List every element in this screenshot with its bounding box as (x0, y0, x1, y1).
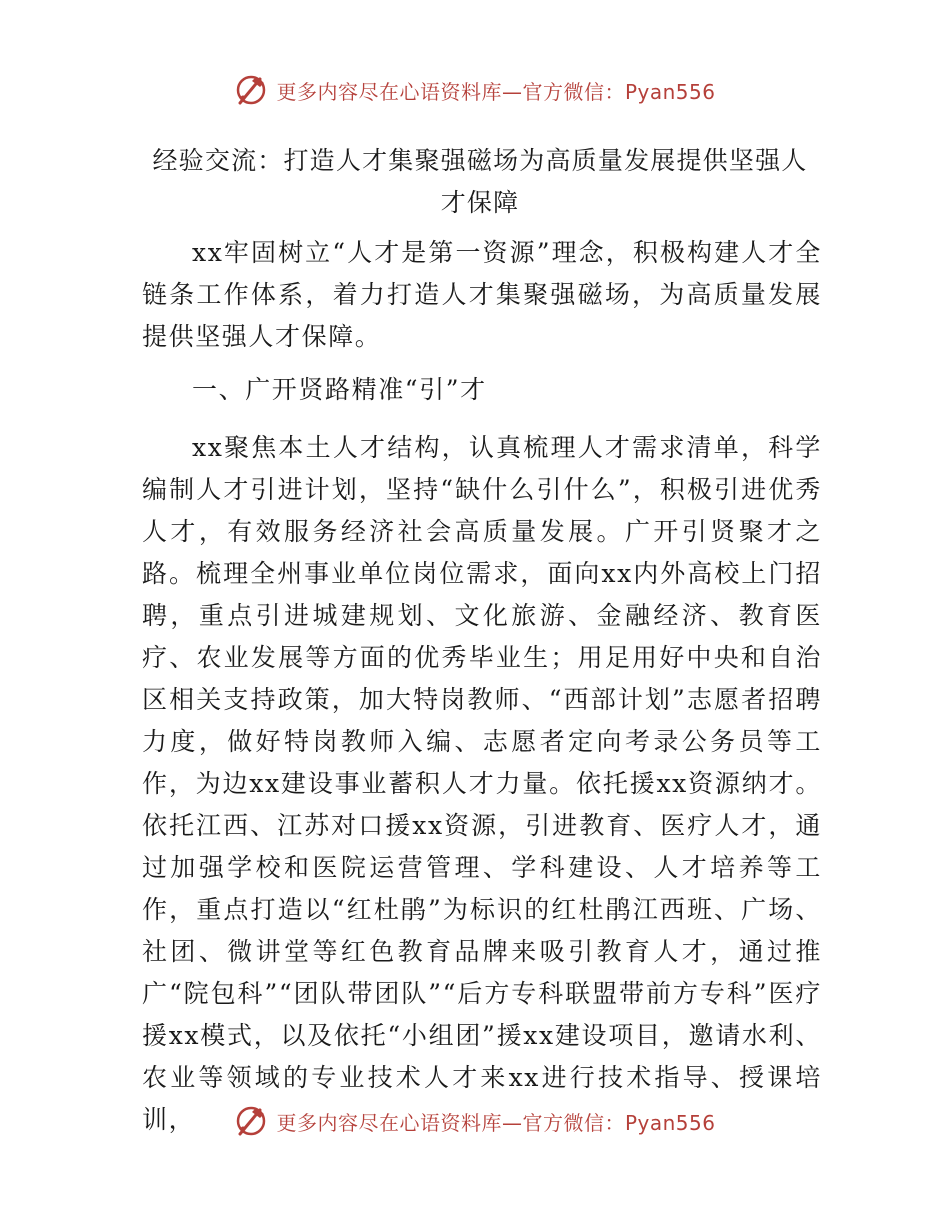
watermark-text: 更多内容尽在心语资料库—官方微信：Pyan556 (276, 79, 716, 104)
intro-paragraph: xx牢固树立“人才是第一资源”理念，积极构建人才全链条工作体系，着力打造人才集聚强磁场，为高质量发展提供坚强人才保障。 (142, 238, 822, 351)
pen-circle-logo-icon (234, 73, 268, 107)
document-title: 经验交流：打造人才集聚强磁场为高质量发展提供坚强人才保障 (152, 146, 808, 217)
watermark-banner-top (0, 70, 950, 110)
section-heading: 一、广开贤路精准“引”才 (192, 375, 487, 404)
document-body (142, 232, 822, 1152)
pen-circle-logo-icon (234, 1104, 268, 1138)
watermark-banner-bottom (0, 1101, 950, 1141)
watermark-text: 更多内容尽在心语资料库—官方微信：Pyan556 (276, 1110, 716, 1135)
section-paragraph: xx聚焦本土人才结构，认真梳理人才需求清单，科学编制人才引进计划，坚持“缺什么引什么”，积极引进优秀人才，有效服务经济社会高质量发展。广开引贤聚才之路。梳理全州事业单位岗位需求，面向xx内外高校上门招聘，重点引进城建规划、文化旅游、金融经济、教育医疗、农业发展等方面的优秀毕业生；用足用好中央和自治区相关支持政策，加大特岗教师、“西部计划”志愿者招聘力度，做好特岗教师入编、志愿者定向考录公务员等工作，为边xx建设事业蓄积人才力量。依托援xx资源纳才。依托江西、江苏对口援xx资源，引进教育、医疗人才，通过加强学校和医院运营管理、学科建设、人才培养等工作，重点打造以“红杜鹃”为标识的红杜鹃江西班、广场、社团、微讲堂等红色教育品牌来吸引教育人才，通过推广“院包科”“团队带团队”“后方专科联盟带前方专科”医疗援xx模式，以及依托“小组团”援xx建设项目，邀请水利、农业等领域的专业技术人才来xx进行技术指导、授课培训， (142, 433, 822, 1134)
